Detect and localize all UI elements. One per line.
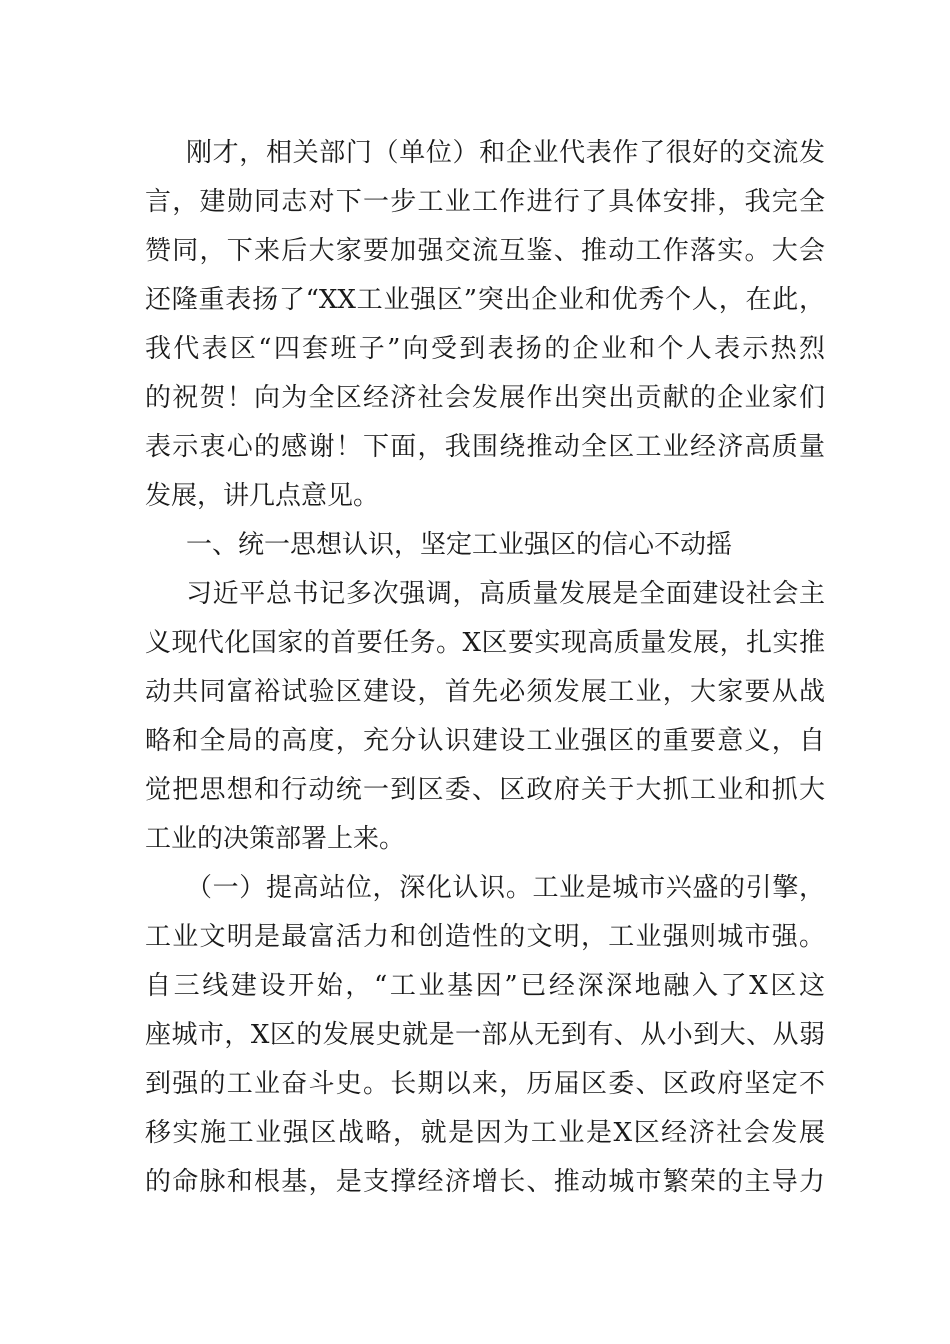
paragraph-2-line-2: 义现代化国家的首要任务。X区要实现高质量发展，扎实推: [145, 628, 825, 658]
paragraph-1-line-4: 还隆重表扬了“XX工业强区”突出企业和优秀个人，在此，: [145, 285, 825, 315]
paragraph-3-line-3: 自三线建设开始，“工业基因”已经深深地融入了X区这: [145, 971, 825, 1001]
paragraph-2-line-6: 工业的决策部署上来。: [145, 824, 406, 854]
paragraph-2-line-3: 动共同富裕试验区建设，首先必须发展工业，大家要从战: [145, 677, 825, 707]
paragraph-2-line-4: 略和全局的高度，充分认识建设工业强区的重要意义，自: [145, 726, 825, 756]
paragraph-3-line-2: 工业文明是最富活力和创造性的文明，工业强则城市强。: [145, 922, 825, 952]
paragraph-1-line-3: 赞同，下来后大家要加强交流互鉴、推动工作落实。大会: [145, 236, 825, 266]
paragraph-2-line-1: 习近平总书记多次强调，高质量发展是全面建设社会主: [186, 579, 825, 609]
section-heading-1: 一、统一思想认识，坚定工业强区的信心不动摇: [186, 530, 733, 560]
paragraph-3-line-5: 到强的工业奋斗史。长期以来，历届区委、区政府坚定不: [145, 1069, 825, 1099]
paragraph-1-line-1: 刚才，相关部门（单位）和企业代表作了很好的交流发: [186, 138, 825, 168]
paragraph-1-line-5: 我代表区“四套班子”向受到表扬的企业和个人表示热烈: [145, 334, 825, 364]
paragraph-1-line-8: 发展，讲几点意见。: [145, 481, 380, 511]
paragraph-3-line-6: 移实施工业强区战略，就是因为工业是X区经济社会发展: [145, 1118, 825, 1148]
paragraph-3-line-4: 座城市，X区的发展史就是一部从无到有、从小到大、从弱: [145, 1020, 825, 1050]
paragraph-2-line-5: 觉把思想和行动统一到区委、区政府关于大抓工业和抓大: [145, 775, 825, 805]
paragraph-1-line-2: 言，建勋同志对下一步工业工作进行了具体安排，我完全: [145, 187, 825, 217]
paragraph-3-line-1: （一）提高站位，深化认识。工业是城市兴盛的引擎，: [186, 873, 825, 903]
paragraph-1-line-6: 的祝贺！向为全区经济社会发展作出突出贡献的企业家们: [145, 383, 825, 413]
paragraph-3-line-7: 的命脉和根基，是支撑经济增长、推动城市繁荣的主导力: [145, 1167, 825, 1197]
paragraph-1-line-7: 表示衷心的感谢！下面，我围绕推动全区工业经济高质量: [145, 432, 825, 462]
